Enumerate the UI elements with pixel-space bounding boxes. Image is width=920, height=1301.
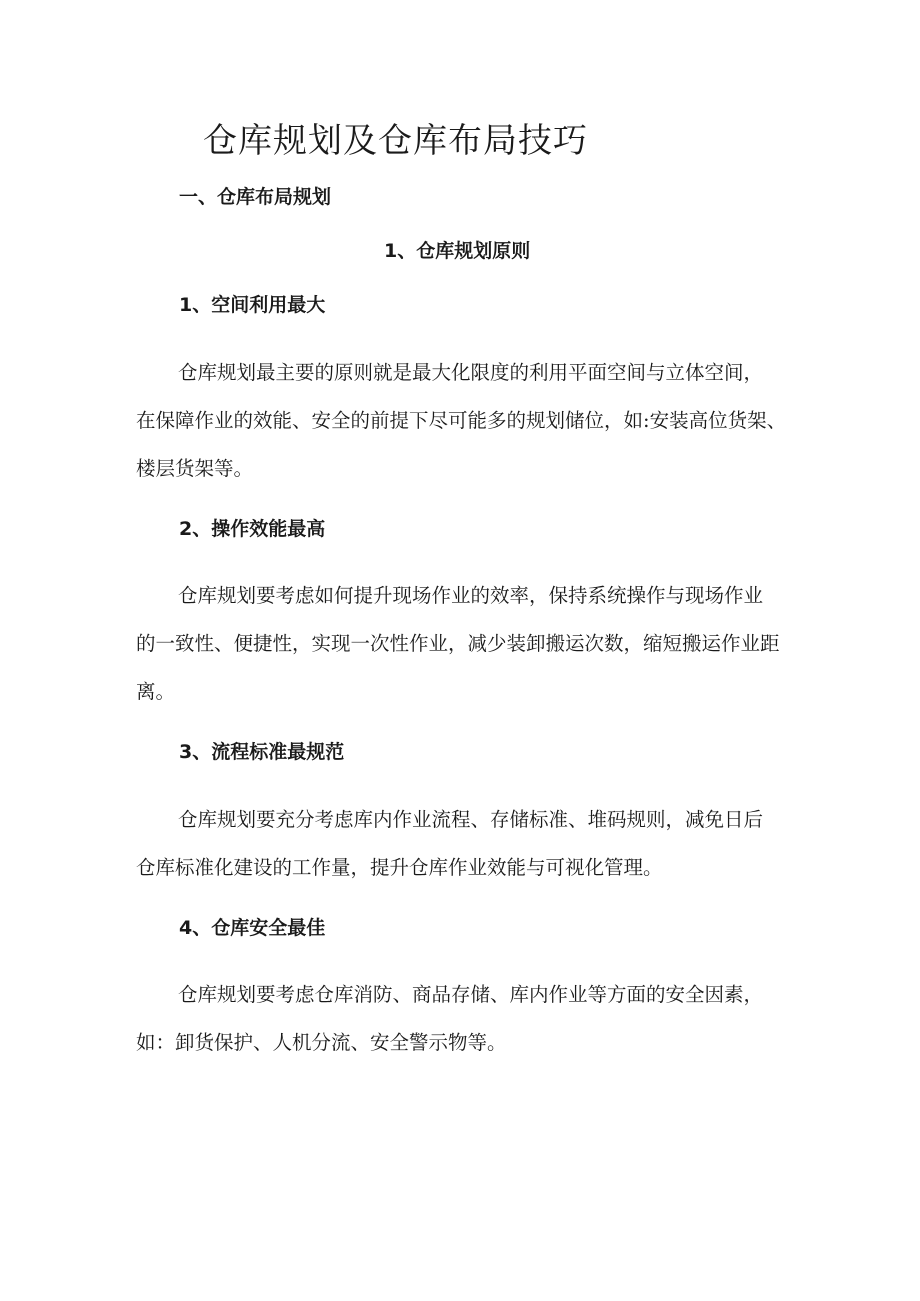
paragraph-line: 仓库标准化建设的工作量，提升仓库作业效能与可视化管理。 (136, 856, 663, 879)
paragraph-line: 如：卸货保护、人机分流、安全警示物等。 (136, 1031, 507, 1054)
paragraph-line: 楼层货架等。 (136, 457, 254, 480)
paragraph-line: 的一致性、便捷性，实现一次性作业，减少装卸搬运次数，缩短搬运作业距 (136, 632, 780, 655)
paragraph-line: 仓库规划要考虑仓库消防、商品存储、库内作业等方面的安全因素， (178, 983, 764, 1006)
section-heading-layout-planning: 一、仓库布局规划 (179, 186, 332, 208)
paragraph-line: 仓库规划要充分考虑库内作业流程、存储标准、堆码规则，减免日后 (178, 808, 764, 831)
paragraph-line: 仓库规划要考虑如何提升现场作业的效率，保持系统操作与现场作业 (178, 584, 764, 607)
principle-paragraph-process-standard (136, 796, 826, 892)
principle-heading-space: 1、空间利用最大 (179, 294, 326, 316)
principle-paragraph-space (136, 349, 826, 493)
principle-paragraph-efficiency (136, 572, 826, 716)
paragraph-line: 离。 (136, 680, 176, 703)
document-title: 仓库规划及仓库布局技巧 (203, 121, 588, 161)
subsection-heading-planning-principles: 1、仓库规划原则 (384, 240, 531, 262)
paragraph-line: 在保障作业的效能、安全的前提下尽可能多的规划储位，如:安装高位货架、 (136, 409, 787, 432)
paragraph-line: 仓库规划最主要的原则就是最大化限度的利用平面空间与立体空间， (178, 361, 764, 384)
principle-paragraph-safety (136, 971, 826, 1067)
principle-heading-safety: 4、仓库安全最佳 (179, 917, 326, 939)
principle-heading-efficiency: 2、操作效能最高 (179, 518, 326, 540)
principle-heading-process-standard: 3、流程标准最规范 (179, 741, 345, 763)
